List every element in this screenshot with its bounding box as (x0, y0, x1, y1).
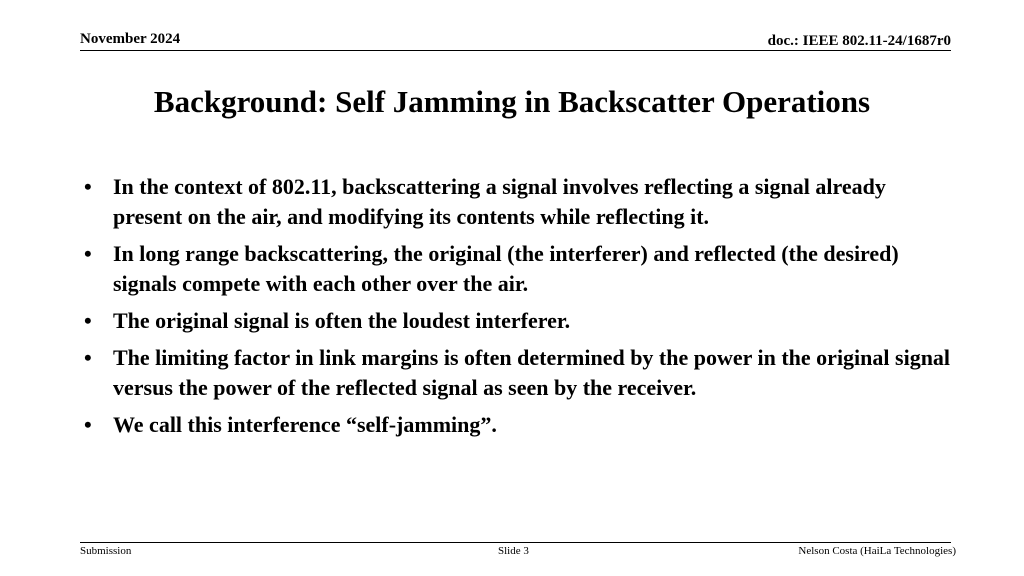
bullet-marker: • (84, 241, 92, 266)
bullet-item (82, 410, 952, 440)
bullet-marker: • (84, 174, 92, 199)
bullet-marker: • (84, 345, 92, 370)
bullet-item (82, 172, 952, 232)
bullet-text: We call this interference “self-jamming”. (113, 412, 497, 437)
footer-author: Nelson Costa (HaiLa Technologies) (798, 545, 956, 557)
footer-divider (80, 542, 951, 543)
slide-title: Background: Self Jamming in Backscatter Operations (153, 84, 871, 119)
header-date: November 2024 (80, 31, 181, 47)
bullet-list (82, 172, 952, 447)
bullet-marker: • (84, 308, 92, 333)
footer-slide-number: Slide 3 (498, 545, 529, 557)
bullet-text: In the context of 802.11, backscattering a signal involves reflecting a signal already present on the air, and modifying its contents while reflecting it. (113, 174, 886, 229)
bullet-item (82, 239, 952, 299)
footer-submission: Submission (80, 545, 132, 557)
bullet-item (82, 343, 952, 403)
bullet-marker: • (84, 412, 92, 437)
header-divider (80, 50, 951, 51)
bullet-text: The original signal is often the loudest interferer. (113, 308, 571, 333)
bullet-text: The limiting factor in link margins is often determined by the power in the original signal versus the power of the reflected signal as seen by the receiver. (113, 345, 951, 400)
bullet-item (82, 306, 952, 336)
bullet-text: In long range backscattering, the original (the interferer) and reflected (the desired) signals compete with each other over the air. (113, 241, 899, 296)
header-doc-id: doc.: IEEE 802.11-24/1687r0 (767, 33, 951, 49)
